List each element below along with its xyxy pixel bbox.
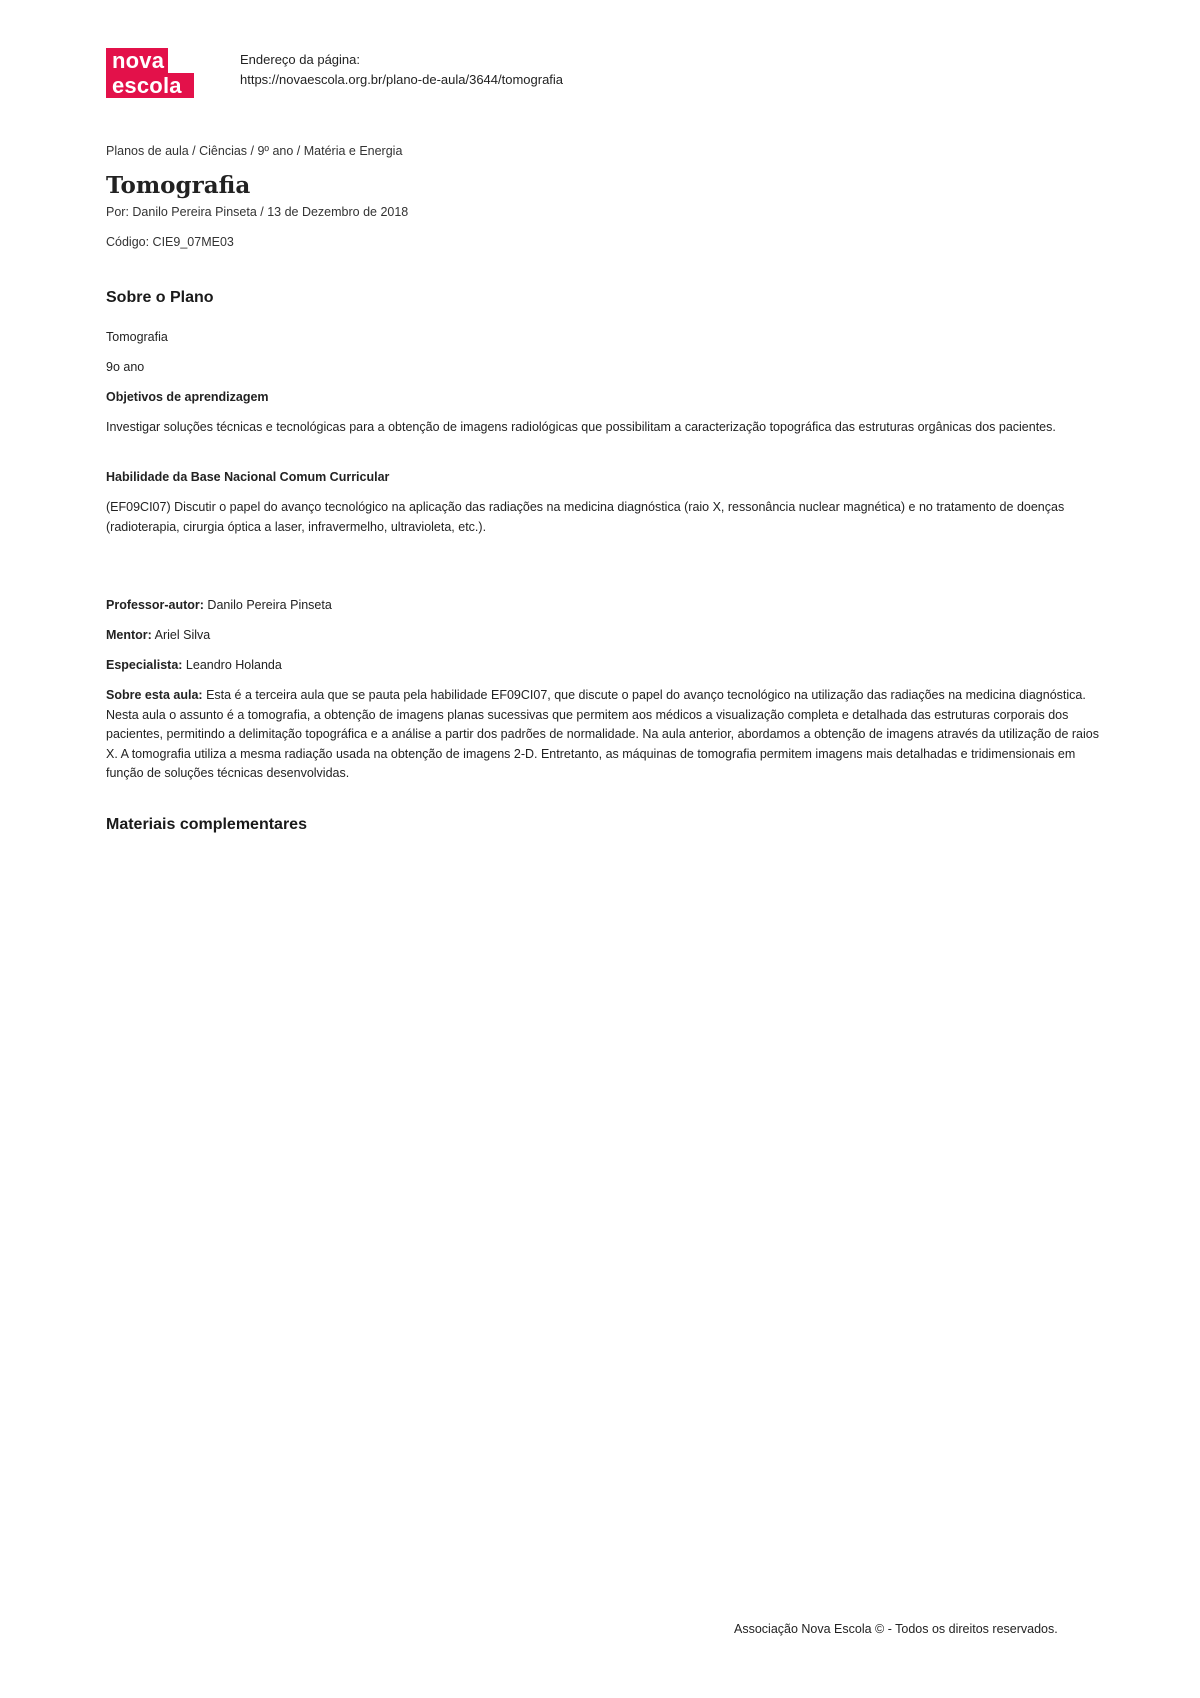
plan-name: Tomografia: [106, 330, 168, 344]
credit-specialist-label: Especialista:: [106, 658, 183, 672]
byline: Por: Danilo Pereira Pinseta / 13 de Dezembro de 2018: [106, 205, 409, 219]
section-heading-about: Sobre o Plano: [106, 289, 214, 306]
objectives-heading: Objetivos de aprendizagem: [106, 390, 269, 404]
page-address: [240, 50, 563, 90]
page-header: [106, 48, 1100, 108]
credit-author-label: Professor-autor:: [106, 598, 204, 612]
address-url[interactable]: https://novaescola.org.br/plano-de-aula/3644/tomografia: [240, 72, 564, 87]
nova-escola-logo[interactable]: [106, 48, 194, 98]
credit-author: [106, 596, 1100, 616]
logo-line-nova: nova: [106, 48, 168, 73]
about-class: [106, 686, 1100, 784]
credit-mentor: [106, 626, 1100, 646]
breadcrumb[interactable]: Planos de aula / Ciências / 9º ano / Matéria e Energia: [106, 144, 403, 158]
credit-specialist-name: Leandro Holanda: [185, 658, 282, 672]
credit-specialist: [106, 656, 1100, 676]
objectives-text: Investigar soluções técnicas e tecnológicas para a obtenção de imagens radiológicas que possibilitam a caracterização topográfica das estruturas orgânicas dos pacientes.: [106, 420, 1056, 434]
about-class-text: Esta é a terceira aula que se pauta pela habilidade EF09CI07, que discute o papel do avanço tecnológico na utilização das radiações na medicina diagnóstica. Nesta aula o assunto é a tomografia, a obtenção de imagens planas sucessivas que permitem aos médicos a visualização completa e detalhada das estruturas corporais dos pacientes, permitindo a delimitação topográfica e a análise a partir dos padrões de normalidade. Na aula anterior, abordamos a obtenção de imagens através da utilização de raios X. A tomografia utiliza a mesma radiação usada na obtenção de imagens 2-D. Entretanto, as máquinas de tomografia permitem imagens mais detalhadas e tridimensionais em função de soluções técnicas desenvolvidas.: [106, 688, 1099, 780]
logo-line-escola: escola: [106, 73, 194, 98]
credit-mentor-label: Mentor:: [106, 628, 152, 642]
about-class-label: Sobre esta aula:: [106, 688, 203, 702]
bncc-text: (EF09CI07) Discutir o papel do avanço tecnológico na aplicação das radiações na medicina diagnóstica (raio X, ressonância nuclear magnética) e no tratamento de doenças (radioterapia, cirurgia óptica a laser, infravermelho, ultravioleta, etc.).: [106, 500, 1065, 534]
bncc-heading: Habilidade da Base Nacional Comum Curricular: [106, 470, 390, 484]
page-footer: Associação Nova Escola © - Todos os direitos reservados.: [734, 1622, 1058, 1636]
address-label: Endereço da página:: [240, 52, 360, 67]
credit-author-name: Danilo Pereira Pinseta: [207, 598, 332, 612]
plan-grade: 9o ano: [106, 360, 145, 374]
credit-mentor-name: Ariel Silva: [154, 628, 211, 642]
document-page: [106, 48, 1100, 833]
page-title: Tomografia: [106, 172, 251, 199]
plan-code: Código: CIE9_07ME03: [106, 235, 234, 249]
section-heading-materials: Materiais complementares: [106, 816, 307, 833]
